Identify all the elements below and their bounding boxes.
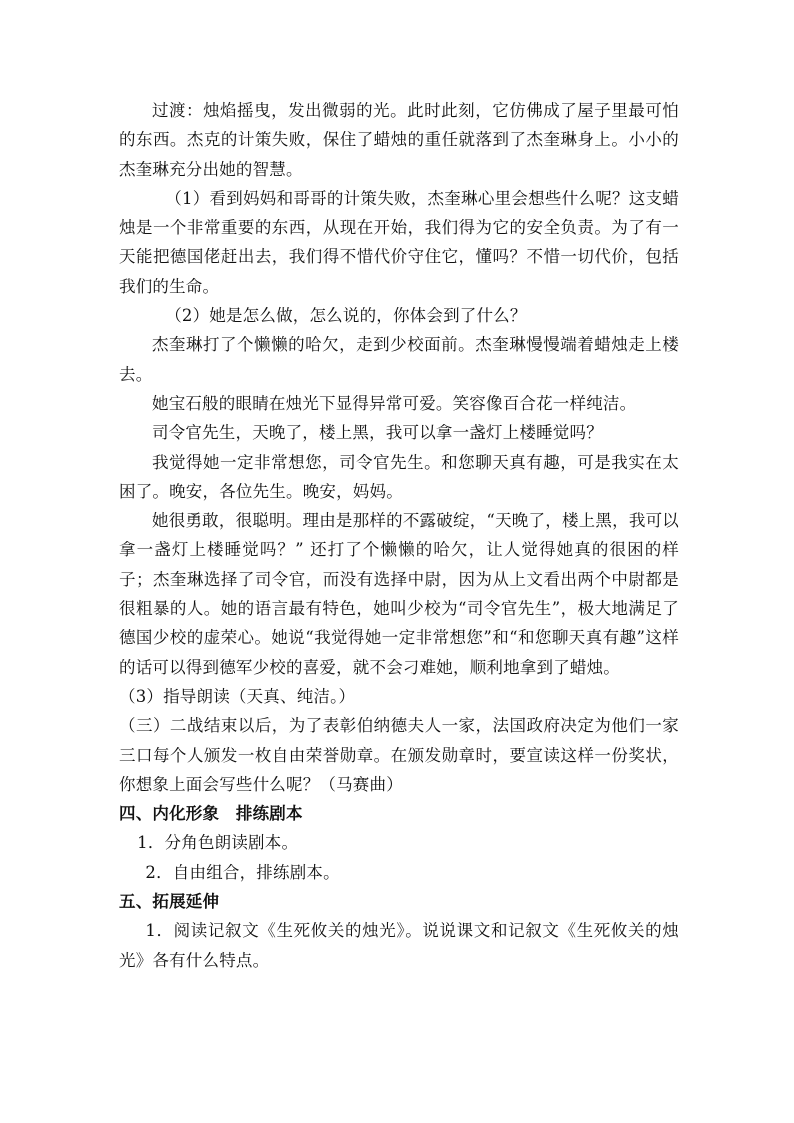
- paragraph-jacqueline-request: 司令官先生，天晚了，楼上黑，我可以拿一盏灯上楼睡觉吗？: [152, 423, 603, 443]
- paragraph-jacqueline-goodnight: 我觉得她一定非常想您，司令官先生。和您聊天真有趣，可是我实在太困了。晚安，各位先生。晚安，妈妈。: [119, 452, 679, 501]
- paragraph-question-2: （2）她是怎么做，怎么说的，你体会到了什么？: [165, 306, 527, 326]
- section-5-heading: 五、拓展延伸: [119, 892, 220, 912]
- paragraph-transition: 过渡：烛焰摇曳，发出微弱的光。此时此刻，它仿佛成了屋子里最可怕的东西。杰克的计策失败，保住了蜡烛的重任就落到了杰奎琳身上。小小的杰奎琳充分出她的智慧。: [119, 101, 679, 179]
- section-4-heading: 四、内化形象 排练剧本: [119, 804, 303, 824]
- paragraph-reading-guide: （3）指导朗读（天真、纯洁。）: [119, 686, 356, 706]
- paragraph-question-1: （1）看到妈妈和哥哥的计策失败，杰奎琳心里会想些什么呢？这支蜡烛是一个非常重要的东西，从现在开始，我们得为它的安全负责。为了有一天能把德国佬赶出去，我们得不惜代价守住它，懂吗？不惜一切代价，包括我们的生命。: [119, 188, 679, 296]
- section-4-item-2: 2．自由组合，排练剧本。: [145, 862, 340, 882]
- section-5-item-1: 1．阅读记叙文《生死攸关的烛光》。说说课文和记叙文《生死攸关的烛光》各有什么特点。: [119, 921, 679, 970]
- paragraph-analysis: 她很勇敢，很聪明。理由是那样的不露破绽，“天晚了，楼上黑，我可以拿一盏灯上楼睡觉吗？” 还打了个懒懒的哈欠，让人觉得她真的很困的样子；杰奎琳选择了司令官，而没有选择中尉，因为从上文看出两个中尉都是很粗暴的人。她的语言最有特色，她叫少校为“司令官先生”，极大地满足了德国少校的虚荣心。她说“我觉得她一定非常想您”和“和您聊天真有趣”这样的话可以得到德军少校的喜爱，就不会刁难她，顺利地拿到了蜡烛。: [119, 511, 679, 677]
- paragraph-jacqueline-eyes: 她宝石般的眼睛在烛光下显得异常可爱。笑容像百合花一样纯洁。: [152, 393, 637, 413]
- paragraph-jacqueline-action: 杰奎琳打了个懒懒的哈欠，走到少校面前。杰奎琳慢慢端着蜡烛走上楼去。: [119, 335, 679, 384]
- document-body: [119, 96, 679, 975]
- section-4-item-1: 1．分角色朗读剧本。: [137, 833, 299, 853]
- paragraph-medal: （三）二战结束以后，为了表彰伯纳德夫人一家，法国政府决定为他们一家三口每个人颁发一枚自由荣誉勋章。在颁发勋章时，要宣读这样一份奖状，你想象上面会写些什么呢？（马赛曲）: [119, 716, 679, 794]
